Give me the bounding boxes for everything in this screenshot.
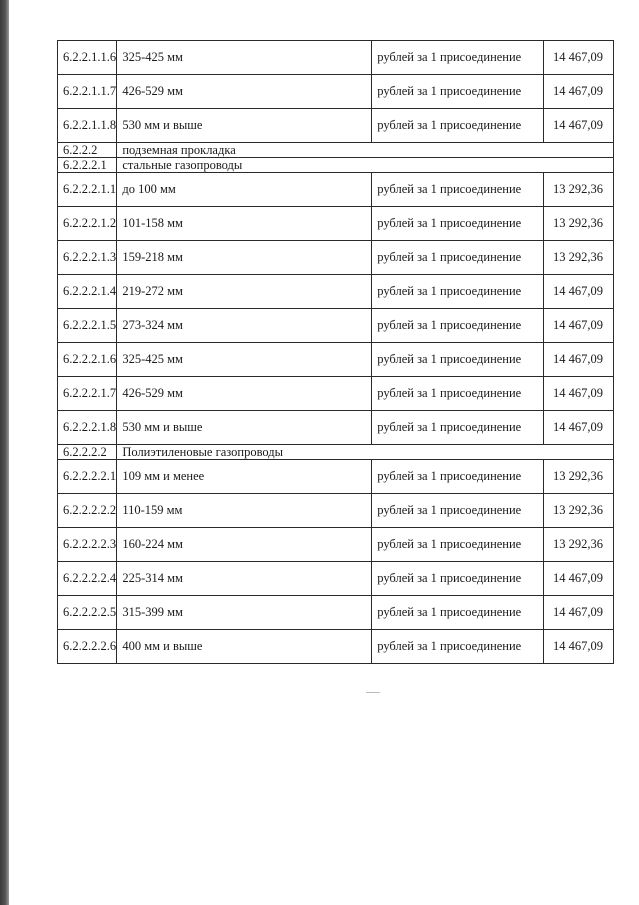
unit-of-measure: рублей за 1 присоединение [372,275,543,309]
unit-of-measure: рублей за 1 присоединение [372,109,543,143]
unit-of-measure: рублей за 1 присоединение [372,309,543,343]
table-row [58,343,614,377]
pipe-diameter: 530 мм и выше [117,411,372,445]
pipe-diameter: 426-529 мм [117,75,372,109]
pipe-diameter: 160-224 мм [117,528,372,562]
pipe-diameter: 273-324 мм [117,309,372,343]
table-row [58,411,614,445]
price-value: 13 292,36 [543,460,613,494]
price-value: 14 467,09 [543,75,613,109]
table-row [58,562,614,596]
pipe-diameter: 325-425 мм [117,41,372,75]
item-code: 6.2.2.2.2.4 [58,562,117,596]
pipe-diameter: 225-314 мм [117,562,372,596]
unit-of-measure: рублей за 1 присоединение [372,41,543,75]
unit-of-measure: рублей за 1 присоединение [372,411,543,445]
unit-of-measure: рублей за 1 присоединение [372,377,543,411]
pipe-diameter: 426-529 мм [117,377,372,411]
item-code: 6.2.2.1.1.8 [58,109,117,143]
table-row [58,528,614,562]
pipe-diameter: 325-425 мм [117,343,372,377]
item-code: 6.2.2.2.1.7 [58,377,117,411]
unit-of-measure: рублей за 1 присоединение [372,241,543,275]
table-row [58,377,614,411]
price-value: 13 292,36 [543,241,613,275]
item-code: 6.2.2.2.2.5 [58,596,117,630]
price-value: 14 467,09 [543,630,613,664]
item-code: 6.2.2.2.1.5 [58,309,117,343]
item-code: 6.2.2.1.1.7 [58,75,117,109]
tariff-table [57,40,614,664]
price-value: 14 467,09 [543,309,613,343]
section-code: 6.2.2.2.1 [58,158,117,173]
price-value: 14 467,09 [543,275,613,309]
pipe-diameter: 109 мм и менее [117,460,372,494]
price-value: 13 292,36 [543,494,613,528]
price-value: 14 467,09 [543,562,613,596]
pipe-diameter: до 100 мм [117,173,372,207]
section-row [58,158,614,173]
price-value: 14 467,09 [543,411,613,445]
table-row [58,241,614,275]
item-code: 6.2.2.2.1.4 [58,275,117,309]
table-row [58,207,614,241]
price-value: 14 467,09 [543,343,613,377]
table-row [58,173,614,207]
table-row [58,109,614,143]
table-row [58,75,614,109]
section-title: подземная прокладка [117,143,614,158]
item-code: 6.2.2.2.1.6 [58,343,117,377]
unit-of-measure: рублей за 1 присоединение [372,494,543,528]
price-value: 14 467,09 [543,109,613,143]
unit-of-measure: рублей за 1 присоединение [372,528,543,562]
unit-of-measure: рублей за 1 присоединение [372,207,543,241]
price-value: 13 292,36 [543,528,613,562]
pipe-diameter: 530 мм и выше [117,109,372,143]
table-row [58,630,614,664]
item-code: 6.2.2.2.2.6 [58,630,117,664]
pipe-diameter: 219-272 мм [117,275,372,309]
pipe-diameter: 159-218 мм [117,241,372,275]
item-code: 6.2.2.2.1.1 [58,173,117,207]
scan-speck [366,692,380,693]
item-code: 6.2.2.2.2.2 [58,494,117,528]
price-value: 14 467,09 [543,377,613,411]
price-value: 14 467,09 [543,41,613,75]
table-row [58,596,614,630]
item-code: 6.2.2.2.1.3 [58,241,117,275]
table-row [58,41,614,75]
table-row [58,309,614,343]
unit-of-measure: рублей за 1 присоединение [372,630,543,664]
item-code: 6.2.2.2.1.2 [58,207,117,241]
price-value: 13 292,36 [543,207,613,241]
item-code: 6.2.2.2.2.1 [58,460,117,494]
section-title: Полиэтиленовые газопроводы [117,445,614,460]
table-row [58,275,614,309]
section-code: 6.2.2.2.2 [58,445,117,460]
unit-of-measure: рублей за 1 присоединение [372,173,543,207]
section-code: 6.2.2.2 [58,143,117,158]
unit-of-measure: рублей за 1 присоединение [372,75,543,109]
section-row [58,143,614,158]
unit-of-measure: рублей за 1 присоединение [372,460,543,494]
unit-of-measure: рублей за 1 присоединение [372,596,543,630]
item-code: 6.2.2.2.1.8 [58,411,117,445]
price-value: 13 292,36 [543,173,613,207]
pipe-diameter: 101-158 мм [117,207,372,241]
pipe-diameter: 400 мм и выше [117,630,372,664]
section-row [58,445,614,460]
pipe-diameter: 110-159 мм [117,494,372,528]
unit-of-measure: рублей за 1 присоединение [372,562,543,596]
pipe-diameter: 315-399 мм [117,596,372,630]
tariff-table-body [58,41,614,664]
scan-edge-shadow [0,0,9,905]
item-code: 6.2.2.1.1.6 [58,41,117,75]
section-title: стальные газопроводы [117,158,614,173]
item-code: 6.2.2.2.2.3 [58,528,117,562]
unit-of-measure: рублей за 1 присоединение [372,343,543,377]
table-row [58,460,614,494]
table-row [58,494,614,528]
price-value: 14 467,09 [543,596,613,630]
